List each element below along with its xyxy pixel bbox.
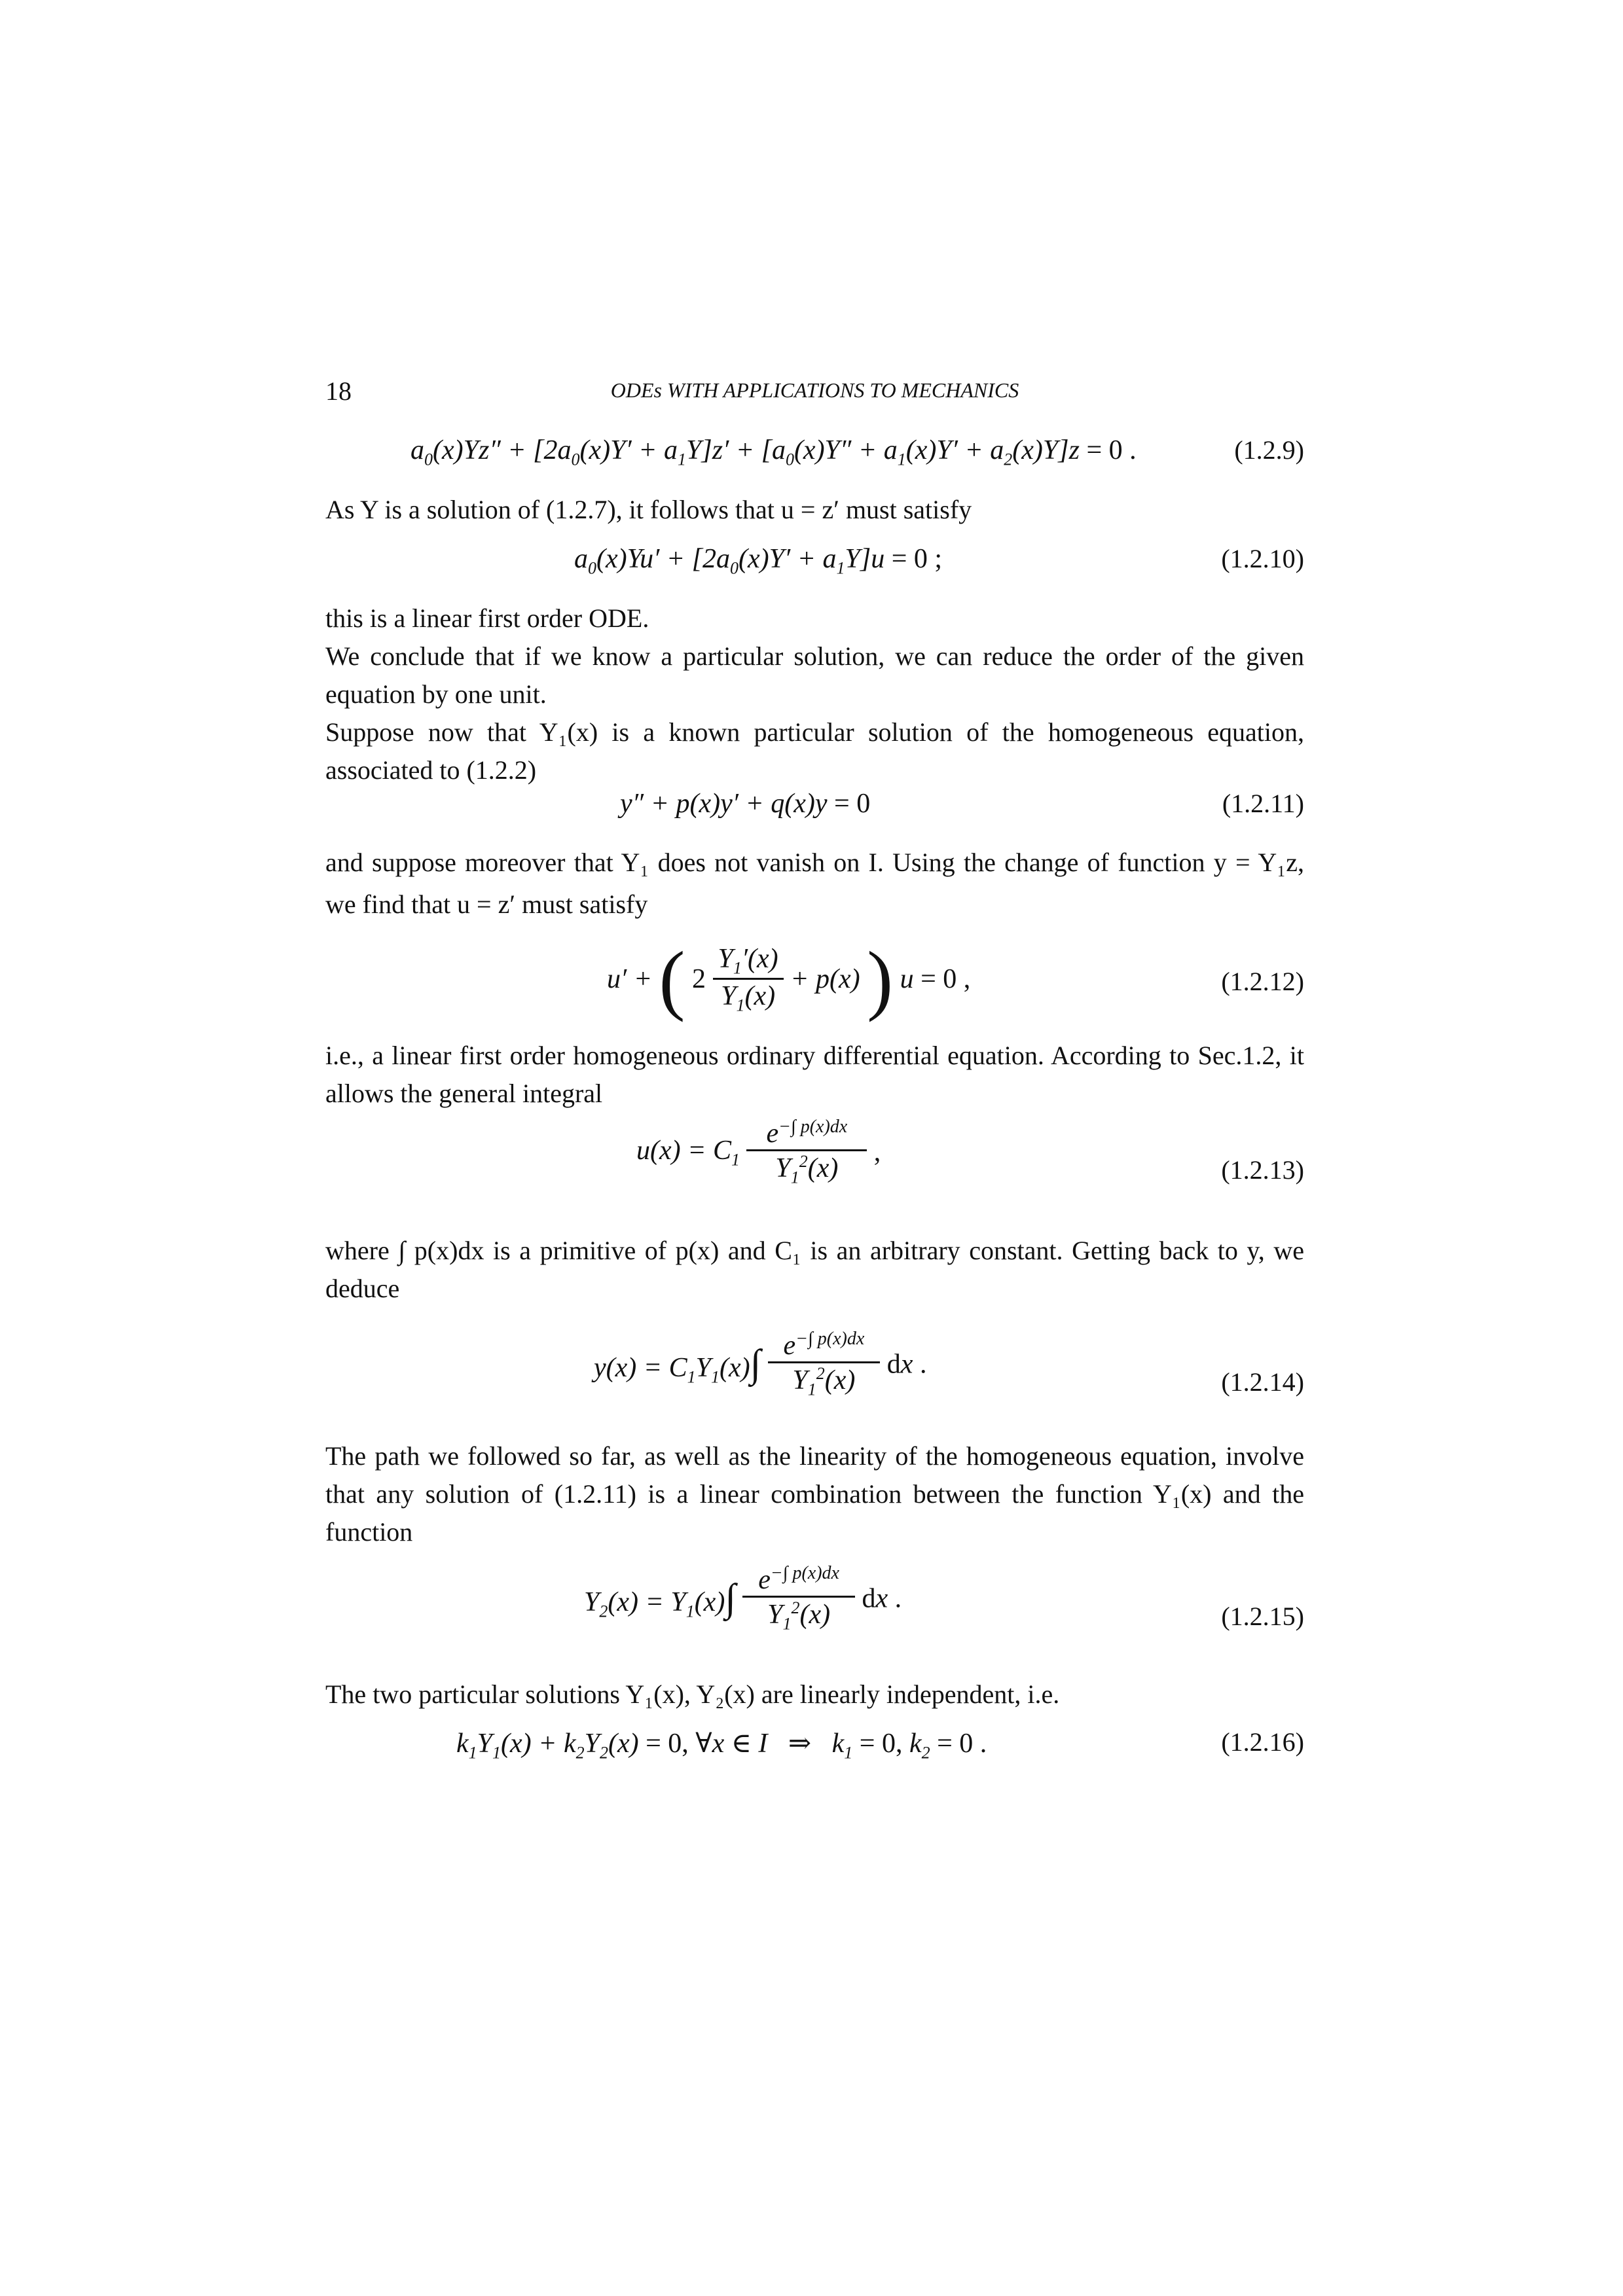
equation-number: (1.2.12) <box>1221 967 1304 996</box>
equation-body: $a_0(x)Yu' + [2a_0(x)Y' + a_1Y]u = 0$ ; <box>574 544 943 578</box>
equation-number: (1.2.14) <box>1221 1367 1304 1397</box>
equation-body: $k_1Y_1(x) + k_2Y_2(x) = 0$, ∀x ∈ I ⇒ $k_1 = 0$, $k_2 = 0$ . <box>456 1729 987 1763</box>
equation-1-2-14 <box>325 1329 1304 1433</box>
equation-number: (1.2.13) <box>1221 1155 1304 1185</box>
equation-1-2-15 <box>325 1563 1304 1668</box>
equation-1-2-9 <box>325 435 1304 474</box>
paragraph: Suppose now that Y₁(x) is a known particular solution of the homogeneous equation, associated to (1.2.2) <box>325 717 1304 785</box>
equation-body: $Y_2(x) = Y_1(x)\int$ $\frac{e^{-\int p(x)dx}}{Y_1^2(x)}$ dx . <box>584 1563 902 1634</box>
paragraph: As Y is a solution of (1.2.7), it follows that u = z′ must satisfy <box>325 495 972 524</box>
equation-1-2-12 <box>325 935 1304 1031</box>
paragraph: where ∫ p(x)dx is a primitive of p(x) and C₁ is an arbitrary constant. Getting back to y, we deduce <box>325 1236 1304 1303</box>
paragraph: We conclude that if we know a particular solution, we can reduce the order of the given equation by one unit. <box>325 641 1304 709</box>
equation-number: (1.2.11) <box>1222 789 1304 818</box>
running-title: ODEs WITH APPLICATIONS TO MECHANICS <box>610 378 1019 402</box>
paragraph: and suppose moreover that Y₁ does not vanish on I. Using the change of function y = Y₁z, we find that u = z′ must satisfy <box>325 848 1304 919</box>
page-header <box>325 376 1304 415</box>
equation-body: $u(x) = C_1$ $\frac{e^{-\int p(x)dx}}{Y_1^2(x)}$ , <box>636 1117 881 1187</box>
paragraph: this is a linear first order ODE. <box>325 603 649 633</box>
equation-body: u′ + ( 2 $\frac{Y_1'(x)}{Y_1(x)}$ + p(x) ) u = 0 , <box>607 935 971 1022</box>
equation-1-2-10 <box>325 543 1304 583</box>
equation-body: $a_0(x)Yz'' + [2a_0(x)Y' + a_1Y]z' + [a_0(x)Y'' + a_1(x)Y' + a_2(x)Y]z = 0$ . <box>410 435 1137 469</box>
equation-1-2-16 <box>325 1727 1304 1766</box>
paragraph: The path we followed so far, as well as the linearity of the homogeneous equation, involve that any solution of (1.2.11) is a linear combination between the function Y₁(x) and the function <box>325 1441 1304 1547</box>
paragraph: i.e., a linear first order homogeneous ordinary differential equation. According to Sec.1.2, it allows the general integral <box>325 1041 1304 1108</box>
equation-number: (1.2.9) <box>1234 435 1304 465</box>
paragraph: The two particular solutions Y₁(x), Y₂(x) are linearly independent, i.e. <box>325 1679 1060 1709</box>
page-number: 18 <box>325 376 352 406</box>
equation-number: (1.2.10) <box>1221 544 1304 573</box>
equation-number: (1.2.15) <box>1221 1602 1304 1631</box>
equation-body: $y(x) = C_1Y_1(x)\int$ $\frac{e^{-\int p(x)dx}}{Y_1^2(x)}$ dx . <box>594 1329 927 1399</box>
equation-body: y″ + p(x)y′ + q(x)y = 0 <box>620 789 871 819</box>
equation-1-2-11 <box>325 788 1304 827</box>
equation-number: (1.2.16) <box>1221 1727 1304 1757</box>
equation-1-2-13 <box>325 1117 1304 1221</box>
